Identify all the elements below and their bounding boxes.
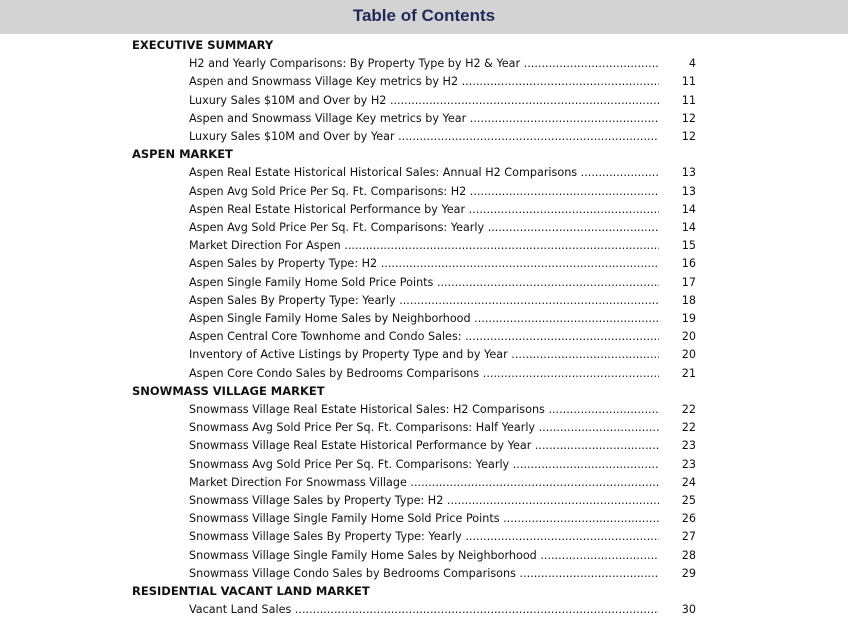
toc-entry[interactable] xyxy=(189,330,696,348)
toc-entry-page-number: 26 xyxy=(681,512,696,526)
toc-entry[interactable] xyxy=(189,549,696,567)
toc-entry[interactable] xyxy=(189,257,696,275)
toc-entry-title: Aspen and Snowmass Village Key metrics by H2 ..... xyxy=(189,75,659,88)
toc-entry-title: Snowmass Village Real Estate Historical Sales: H2 Comparisons ..... xyxy=(189,403,659,416)
section-heading: EXECUTIVE SUMMARY xyxy=(132,38,274,52)
toc-entry[interactable] xyxy=(189,603,696,621)
toc-entry-page-number: 22 xyxy=(681,421,696,435)
toc-entry-page-number: 25 xyxy=(681,494,696,507)
toc-entry[interactable] xyxy=(189,75,696,93)
toc-entry-title: Aspen Central Core Townhome and Condo Sales: ..... xyxy=(189,330,659,343)
toc-entry[interactable] xyxy=(189,476,696,494)
toc-entry-title: Aspen Sales By Property Type: Yearly ..... xyxy=(189,294,659,307)
toc-entry-title: Aspen and Snowmass Village Key metrics by Year ..... xyxy=(189,112,659,125)
toc-entry[interactable] xyxy=(189,294,696,312)
section-heading: ASPEN MARKET xyxy=(132,147,233,162)
toc-entry[interactable] xyxy=(189,112,696,130)
header-bar xyxy=(0,0,848,34)
toc-entry-page-number: 20 xyxy=(681,348,696,362)
toc-entry-page-number: 27 xyxy=(681,530,696,544)
toc-entry-title: Aspen Single Family Home Sales by Neighborhood ..... xyxy=(189,312,659,325)
toc-entry-page-number: 18 xyxy=(681,293,696,307)
toc-entry[interactable] xyxy=(189,203,696,221)
toc-entry-title: Aspen Sales by Property Type: H2 ..... xyxy=(189,257,659,270)
toc-entry[interactable] xyxy=(189,567,696,585)
toc-entry-title: Market Direction For Aspen ..... xyxy=(189,239,659,252)
toc-entry[interactable] xyxy=(189,166,696,184)
toc-entry-page-number: 24 xyxy=(681,475,696,489)
page-title: Table of Contents xyxy=(352,6,496,25)
toc-entry[interactable] xyxy=(189,94,696,112)
toc-entry-page-number: 14 xyxy=(681,202,696,216)
toc-entry[interactable] xyxy=(189,439,696,457)
toc-entry-title: Aspen Core Condo Sales by Bedrooms Comparisons ..... xyxy=(189,367,659,380)
toc-entry-title: Inventory of Active Listings by Property Type and by Year ..... xyxy=(189,348,659,361)
toc-entry-page-number: 19 xyxy=(681,312,696,325)
section-heading: SNOWMASS VILLAGE MARKET xyxy=(132,383,325,398)
toc-entry-title: Snowmass Village Condo Sales by Bedrooms Comparisons ..... xyxy=(189,567,659,580)
toc-entry-title: Market Direction For Snowmass Village ..... xyxy=(189,476,659,489)
toc-entry-title: Snowmass Avg Sold Price Per Sq. Ft. Comparisons: Yearly ..... xyxy=(189,458,659,471)
toc-entry-title: Aspen Avg Sold Price Per Sq. Ft. Comparisons: Yearly ..... xyxy=(189,221,659,234)
toc-entry[interactable] xyxy=(189,494,696,512)
toc-entry[interactable] xyxy=(189,57,696,75)
toc-entry[interactable] xyxy=(189,348,696,366)
toc-entry[interactable] xyxy=(189,421,696,439)
toc-entry[interactable] xyxy=(189,276,696,294)
toc-entry-page-number: 12 xyxy=(681,130,696,143)
toc-entry-page-number: 11 xyxy=(681,75,696,89)
toc-entry-page-number: 17 xyxy=(681,275,696,289)
toc-entry-title: Snowmass Village Single Family Home Sales by Neighborhood ..... xyxy=(189,549,659,562)
toc-entry-page-number: 20 xyxy=(681,330,696,344)
toc-entry-page-number: 15 xyxy=(681,239,696,253)
toc-entry-title: H2 and Yearly Comparisons: By Property Type by H2 & Year ..... xyxy=(189,57,659,70)
toc-entry[interactable] xyxy=(189,403,696,421)
section-heading: RESIDENTIAL VACANT LAND MARKET xyxy=(132,584,370,598)
toc-entry-page-number: 4 xyxy=(688,57,696,71)
toc-entry-title: Aspen Avg Sold Price Per Sq. Ft. Comparisons: H2 ..... xyxy=(189,185,659,198)
toc-entry[interactable] xyxy=(189,185,696,203)
toc-entry-page-number: 28 xyxy=(681,548,696,562)
toc-entry-title: Snowmass Village Sales By Property Type: Yearly ..... xyxy=(189,530,659,543)
toc-entry-page-number: 13 xyxy=(681,184,696,198)
toc-entry-title: Luxury Sales $10M and Over by Year ..... xyxy=(189,130,659,143)
toc-entry[interactable] xyxy=(189,239,696,257)
toc-entry-title: Snowmass Village Real Estate Historical Performance by Year ..... xyxy=(189,439,659,452)
toc-entry[interactable] xyxy=(189,130,696,148)
toc-entry-page-number: 30 xyxy=(681,603,696,617)
toc-entry-title: Vacant Land Sales ..... xyxy=(189,603,659,616)
toc-entry-page-number: 13 xyxy=(681,166,696,180)
toc-entry[interactable] xyxy=(189,458,696,476)
toc-entry[interactable] xyxy=(189,221,696,239)
toc-entry-page-number: 21 xyxy=(681,366,696,380)
toc-entry-page-number: 22 xyxy=(681,403,696,416)
toc-entry-page-number: 29 xyxy=(681,566,696,580)
toc-entry-page-number: 11 xyxy=(681,93,696,107)
toc-entry-page-number: 23 xyxy=(681,457,696,471)
toc-entry-page-number: 23 xyxy=(681,439,696,453)
toc-entry-page-number: 12 xyxy=(681,111,696,125)
toc-entry[interactable] xyxy=(189,312,696,330)
toc-entry[interactable] xyxy=(189,367,696,385)
toc-entry-title: Aspen Real Estate Historical Performance by Year ..... xyxy=(189,203,659,216)
toc-entry-title: Snowmass Village Sales by Property Type: H2 ..... xyxy=(189,494,659,507)
toc-entry-title: Luxury Sales $10M and Over by H2 ..... xyxy=(189,94,659,107)
toc-entry[interactable] xyxy=(189,512,696,530)
toc-entry-title: Snowmass Village Single Family Home Sold Price Points ..... xyxy=(189,512,659,525)
toc-entry-title: Snowmass Avg Sold Price Per Sq. Ft. Comparisons: Half Yearly ..... xyxy=(189,421,659,434)
toc-entry[interactable] xyxy=(189,530,696,548)
toc-entry-page-number: 16 xyxy=(681,257,696,271)
toc-entry-title: Aspen Real Estate Historical Historical Sales: Annual H2 Comparisons ..... xyxy=(189,166,659,179)
toc-entry-title: Aspen Single Family Home Sold Price Points ..... xyxy=(189,276,659,289)
toc-entry-page-number: 14 xyxy=(681,221,696,234)
